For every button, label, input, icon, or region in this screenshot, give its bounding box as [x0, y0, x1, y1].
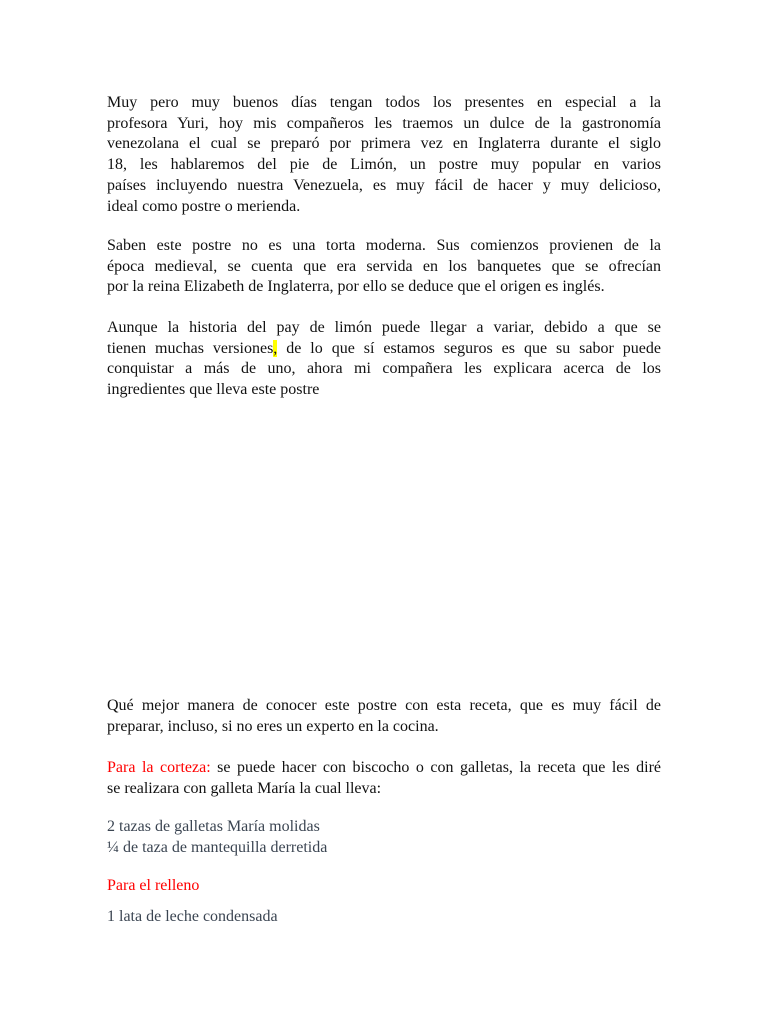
text-line: ideal como postre o merienda.: [107, 197, 301, 215]
text-line: [107, 758, 661, 779]
highlighted-comma: ,: [273, 339, 278, 357]
text-line: se realizara con galleta María la cual lleva:: [107, 779, 382, 797]
crust-label: Para la corteza:: [107, 759, 211, 776]
section-heading: Para el relleno: [107, 877, 200, 894]
text-line: profesora Yuri, hoy mis compañeros les traemos un dulce de la gastronomía: [107, 114, 661, 132]
text-line: Muy pero muy buenos días tengan todos los presentes en especial a la: [107, 94, 661, 111]
filling-heading: [107, 876, 661, 897]
text-line: época medieval, se cuenta que era servida en los banquetes que se ofrecían: [107, 257, 661, 275]
text-line: Qué mejor manera de conocer este postre con esta receta, que es muy fácil de: [107, 697, 661, 714]
text-line: Aunque la historia del pay de limón puede llegar a variar, debido a que se: [107, 319, 661, 336]
text-line: [107, 339, 661, 360]
text-line: Saben este postre no es una torta moderna. Sus comienzos provienen de la: [107, 237, 661, 254]
text-segment: de lo que sí estamos seguros es que su sabor puede: [277, 339, 661, 357]
text-segment: se puede hacer con biscocho o con galletas, la receta que les diré: [210, 759, 661, 776]
ingredient-list-filling: [107, 907, 661, 928]
text-line: países incluyendo nuestra Venezuela, es muy fácil de hacer y muy delicioso,: [107, 176, 661, 194]
ingredient-list-crust: [107, 817, 661, 858]
ingredient-item: 2 tazas de galletas María molidas: [107, 818, 320, 835]
paragraph-history: [107, 236, 661, 298]
paragraph-recipe-intro: [107, 696, 661, 737]
text-line: conquistar a más de uno, ahora mi compañera les explicara acerca de los: [107, 360, 661, 378]
ingredient-item: ¼ de taza de mantequilla derretida: [107, 838, 328, 856]
text-line: 18, les hablaremos del pie de Limón, un postre muy popular en varios: [107, 156, 661, 174]
paragraph-versions: [107, 318, 661, 401]
text-line: por la reina Elizabeth de Inglaterra, por ello se deduce que el origen es inglés.: [107, 278, 605, 296]
text-line: venezolana el cual se preparó por primera vez en Inglaterra durante el siglo: [107, 135, 661, 153]
text-line: preparar, incluso, si no eres un experto en la cocina.: [107, 717, 439, 735]
ingredient-item: 1 lata de leche condensada: [107, 908, 278, 925]
paragraph-intro: [107, 93, 661, 217]
paragraph-crust: [107, 758, 661, 799]
text-segment: tienen muchas versiones: [107, 339, 274, 357]
text-line: ingredientes que lleva este postre: [107, 381, 320, 399]
